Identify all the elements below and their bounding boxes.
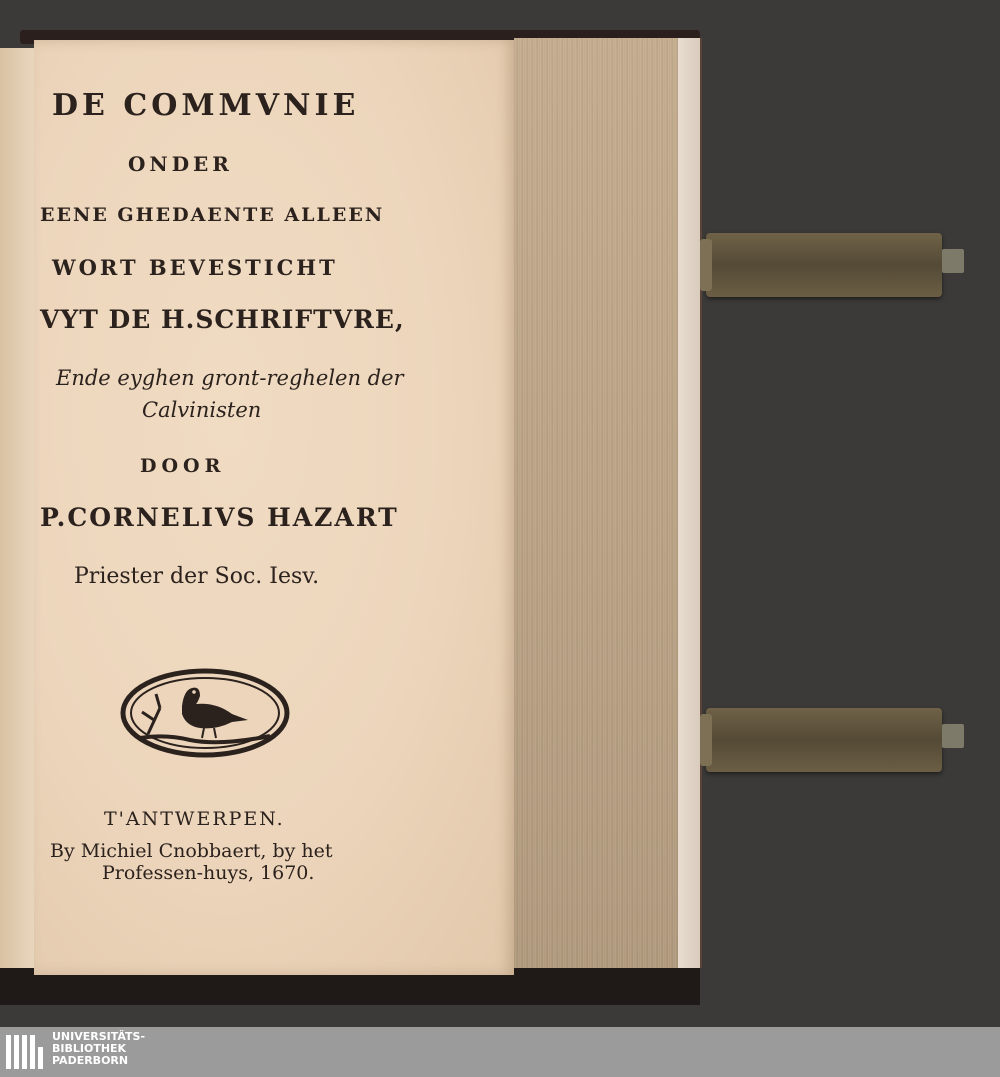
title-line-5: VYT DE H.SCHRIFTVRE,: [40, 305, 405, 334]
by-line: DOOR: [140, 455, 226, 477]
library-footer: [0, 1027, 1000, 1077]
left-page-edge: [0, 48, 35, 968]
library-name-line-3: PADERBORN: [52, 1054, 129, 1067]
title-line-1: DE COMMVNIE: [52, 88, 360, 123]
imprint-city: T'ANTWERPEN.: [104, 808, 285, 830]
library-name-line-1: UNIVERSITÄTS-: [52, 1030, 146, 1043]
imprint-printer: By Michiel Cnobbaert, by het: [50, 840, 333, 862]
title-line-4: WORT BEVESTICHT: [52, 255, 338, 280]
back-cover-edge: [678, 38, 702, 968]
printer-device-bird-icon: [120, 668, 290, 758]
title-line-2: ONDER: [128, 152, 233, 176]
clasp-upper: [706, 233, 942, 297]
page-fore-edge: [514, 38, 678, 968]
imprint-place-year: Professen-huys, 1670.: [102, 862, 315, 884]
library-name: [52, 1031, 145, 1067]
library-logo-icon: [6, 1033, 46, 1071]
title-line-3: EENE GHEDAENTE ALLEEN: [40, 204, 385, 226]
clasp-lower: [706, 708, 942, 772]
subtitle-line-2: Calvinisten: [142, 398, 262, 422]
author-title: Priester der Soc. Iesv.: [74, 564, 320, 589]
library-name-line-2: BIBLIOTHEK: [52, 1042, 127, 1055]
author-name: P.CORNELIVS HAZART: [40, 503, 399, 532]
subtitle-line-1: Ende eyghen gront-reghelen der: [56, 366, 404, 390]
